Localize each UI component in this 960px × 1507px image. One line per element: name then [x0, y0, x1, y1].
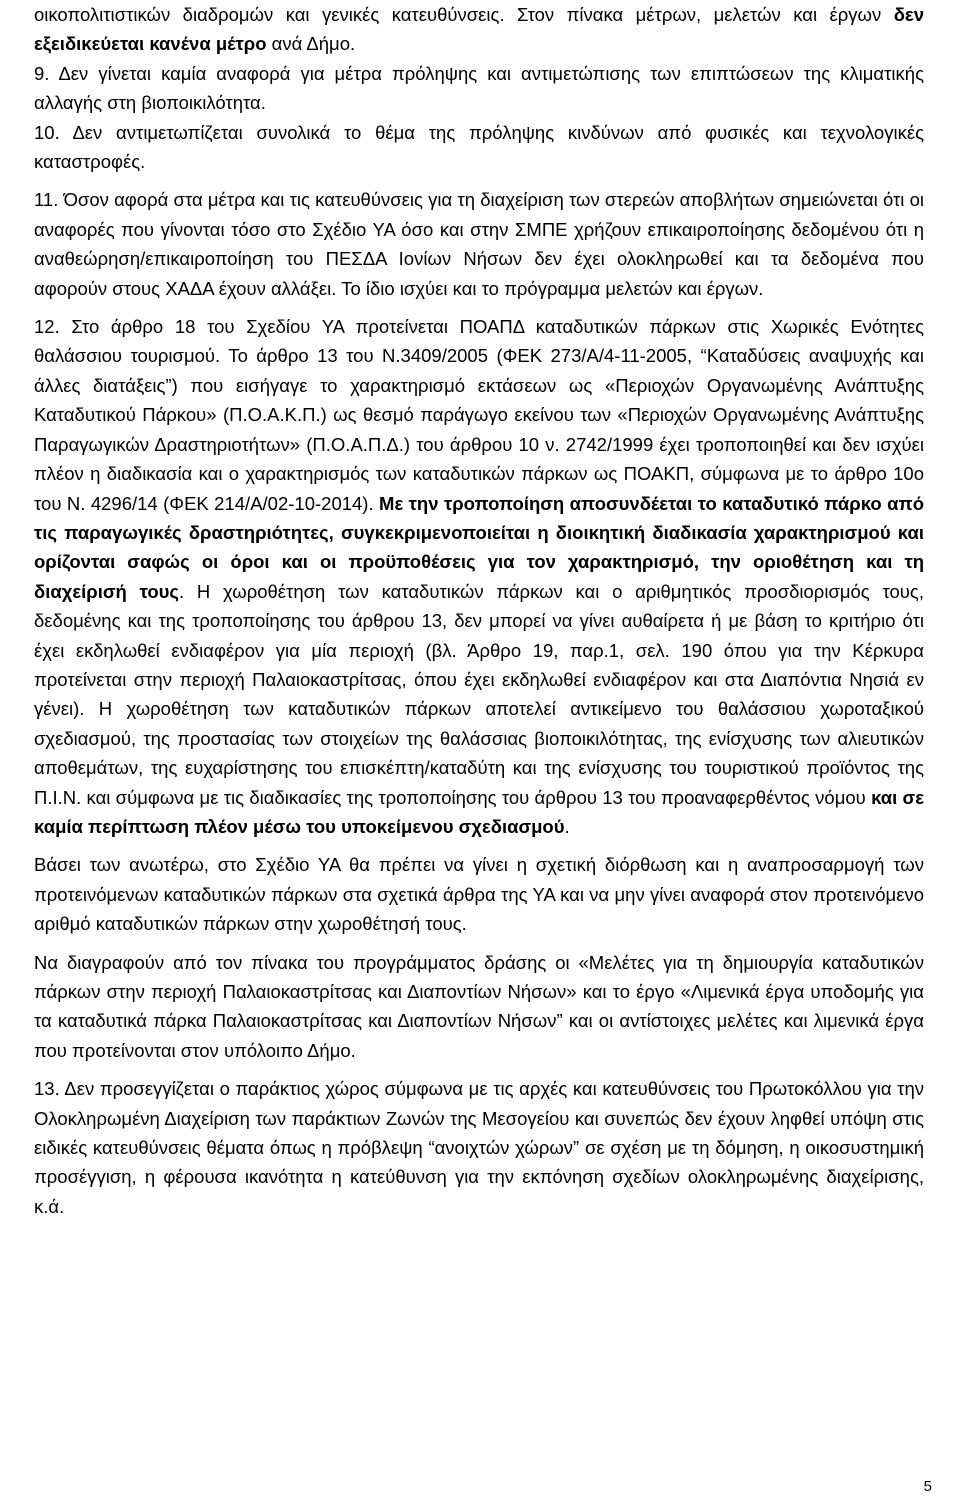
item-number: 11. [34, 189, 59, 211]
list-item-9 [34, 59, 924, 118]
item-bold-end: και σε καμία περίπτωση πλέον μέσω του υποκείμενου σχεδιασμού [34, 786, 924, 837]
item-text: Δεν αντιμετωπίζεται συνολικά το θέμα της πρόληψης κινδύνων από φυσικές και τεχνολογικές καταστροφές. [34, 121, 924, 173]
paragraph-basei: Βάσει των ανωτέρω, στο Σχέδιο ΥΑ θα πρέπει να γίνει η σχετική διόρθωση και η αναπροσαρμογή των προτεινόμενων καταδυτικών πάρκων στα σχετικά άρθρα της ΥΑ και να μην γίνει αναφορά στον προτεινόμενο αριθμό καταδυτικών πάρκων στην χωροθέτησή τους. [34, 854, 924, 935]
intro-text: οικοπολιτιστικών διαδρομών και γενικές κατευθύνσεις. Στον πίνακα μέτρων, μελετών και έργων [34, 4, 894, 25]
paragraph-diagrafoun: Να διαγραφούν από τον πίνακα του προγράμματος δράσης οι «Μελέτες για τη δημιουργία καταδυτικών πάρκων στην περιοχή Παλαιοκαστρίτσας και Διαποντίων Νήσων» και το έργο «Λιμενικά έργα υποδομής για τα καταδυτικά πάρκα Παλαιοκαστρίτσας και Διαποντίων Νήσων” και οι αντίστοιχες μελέτες και λιμενικά έργα που προτείνονται στον υπόλοιπο Δήμο. [34, 951, 924, 1061]
item-text: Όσον αφορά στα μέτρα και τις κατευθύνσεις για τη διαχείριση των στερεών αποβλήτων σημειώνεται ότι οι αναφορές που γίνονται τόσο στο Σχέδιο ΥΑ όσο και στην ΣΜΠΕ χρήζουν επικαιροποίησης δεδομένου ότι η αναθεώρηση/επικαιροποίηση του ΠΕΣΔΑ Ιονίων Νήσων δεν έχει ολοκληρωθεί και τα δεδομένα που αφορούν στους ΧΑΔΑ έχουν αλλάξει. Το ίδιο ισχύει και το πρόγραμμα μελετών και έργων. [34, 189, 925, 299]
list-item-12 [34, 312, 924, 841]
item-number: 10. [34, 121, 60, 143]
item-bold: Με την τροποποίηση αποσυνδέεται το καταδυτικό πάρκο από τις παραγωγικές δραστηριότητες, συγκεκριμενοποιείται η διοικητική διαδικασία χαρακτηρισμού και ορίζονται σαφώς οι όροι και οι προϋποθέσεις για τον χαρακτηρισμό, την οριοθέτηση και τη διαχείρισή τους [34, 492, 924, 602]
item-text-end: . [564, 815, 570, 837]
page-number: 5 [923, 1478, 932, 1495]
list-item-11 [34, 185, 924, 303]
item-text: Στο άρθρο 18 του Σχεδίου ΥΑ προτείνεται ΠΟΑΠΔ καταδυτικών πάρκων στις Χωρικές Ενότητες θαλάσσιου τουρισμού. Το άρθρο 13 του Ν.3409/2005 (ΦΕΚ 273/Α/4-11-2005, “Καταδύσεις αναψυχής και άλλες διατάξεις”) που εισήγαγε το χαρακτηρισμό εκτάσεων ως «Περιοχών Οργανωμένης Ανάπτυξης Καταδυτικού Πάρκου» (Π.Ο.Α.Κ.Π.) ως θεσμό παράγωγο εκείνου των «Περιοχών Οργανωμένης Ανάπτυξης Παραγωγικών Δραστηριοτήτων» (Π.Ο.Α.Π.Δ.) του άρθρου 10 ν. 2742/1999 έχει τροποποιηθεί και δεν ισχύει πλέον η διαδικασία και ο χαρακτηρισμός των καταδυτικών πάρκων ως ΠΟΑΚΠ, σύμφωνα με το άρθρο 10ο του Ν. 4296/14 (ΦΕΚ 214/Α/02-10-2014). [34, 316, 925, 514]
intro-paragraph [34, 0, 924, 59]
item-number: 9. [34, 62, 50, 84]
item-text: Δεν προσεγγίζεται ο παράκτιος χώρος σύμφωνα με τις αρχές και κατευθύνσεις του Πρωτοκόλλου για την Ολοκληρωμένη Διαχείριση των παράκτιων Ζωνών της Μεσογείου και συνεπώς δεν έχουν ληφθεί υπόψη στις ειδικές κατευθύνσεις θέματα όπως η πρόβλεψη “ανοιχτών χώρων” σε σχέση με τη δόμηση, η οικοσυστημική προσέγγιση, η φέρουσα ικανότητα η κατεύθυνση για την εκπόνηση σχεδίων ολοκληρωμένης διαχείρισης, κ.ά. [34, 1078, 924, 1217]
document-body [34, 0, 924, 1221]
intro-bold: δεν εξειδικεύεται κανένα μέτρο [34, 4, 924, 55]
item-number: 12. [34, 316, 60, 338]
item-text: Δεν γίνεται καμία αναφορά για μέτρα πρόληψης και αντιμετώπισης των επιπτώσεων της κλιματικής αλλαγής στη βιοποικιλότητα. [34, 62, 924, 114]
list-item-13 [34, 1074, 924, 1221]
item-number: 13. [34, 1078, 60, 1100]
item-text-cont: . Η χωροθέτηση των καταδυτικών πάρκων και ο αριθμητικός προσδιορισμός τους, δεδομένης και της τροποποίησης του άρθρου 13, δεν μπορεί να γίνει αυθαίρετα ή με βάση το κριτήριο ότι έχει εκδηλωθεί ενδιαφέρον για μία περιοχή (βλ. Άρθρο 19, παρ.1, σελ. 190 όπου για την Κέρκυρα προτείνεται στην περιοχή Παλαιοκαστρίτσας, όπου έχει εκδηλωθεί ενδιαφέρον και στα Διαπόντια Νησιά εν γένει). Η χωροθέτηση των καταδυτικών πάρκων αποτελεί αντικείμενο του θαλάσσιου χωροταξικού σχεδιασμού, της προστασίας των στοιχείων της θαλάσσιας βιοποικιλότητας, της ενίσχυσης των αλιευτικών αποθεμάτων, της ευχαρίστησης του επισκέπτη/καταδύτη και της ενίσχυσης του τουριστικού προϊόντος της Π.Ι.Ν. και σύμφωνα με τις διαδικασίες της τροποποίησης του άρθρου 13 του προαναφερθέντος νόμου [34, 580, 924, 808]
intro-text-end: ανά Δήμο. [266, 33, 356, 55]
list-item-10 [34, 118, 924, 177]
